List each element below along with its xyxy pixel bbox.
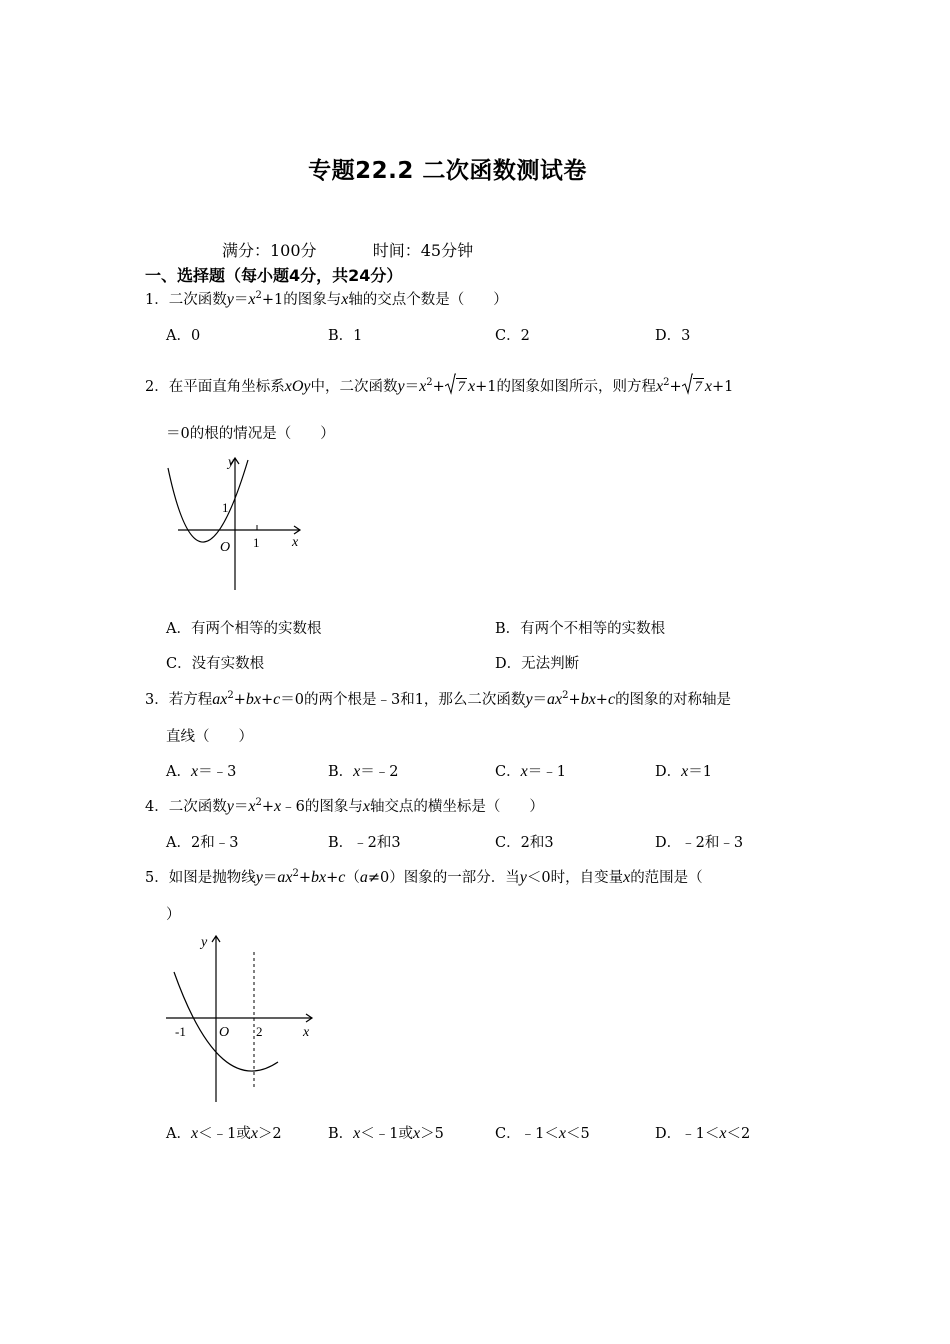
q3-option-b[interactable]: B．x＝﹣2: [328, 763, 399, 780]
q3-option-a[interactable]: A．x＝﹣3: [166, 763, 237, 780]
q2-option-b[interactable]: B．有两个不相等的实数根: [495, 621, 666, 637]
origin-label: O: [220, 540, 231, 555]
q2-option-a[interactable]: A．有两个相等的实数根: [166, 621, 322, 637]
question-number: 1．: [145, 292, 169, 308]
q5-option-b[interactable]: B．x＜﹣1或x＞5: [328, 1125, 444, 1142]
q5-option-a[interactable]: A．x＜﹣1或x＞2: [166, 1125, 282, 1142]
page-title: 专题22.2 二次函数测试卷: [308, 158, 587, 184]
q4-option-a[interactable]: A．2和﹣3: [166, 835, 239, 851]
question-1: 1．二次函数$y=x^2+1$的图象与x轴的交点个数是（ ）: [145, 290, 508, 308]
q1-option-d[interactable]: D．3: [655, 328, 691, 344]
x-axis-label: x: [303, 1025, 310, 1040]
origin-label: O: [219, 1025, 230, 1040]
q1-option-a[interactable]: A．0: [166, 328, 201, 344]
question-2-line-2: ＝0的根的情况是（ ）: [166, 426, 335, 442]
question-number: 5．: [145, 870, 169, 886]
q4-option-b[interactable]: B．﹣2和3: [328, 835, 401, 851]
q5-option-c[interactable]: C．﹣1＜x＜5: [495, 1125, 590, 1142]
question-number: 4．: [145, 799, 169, 815]
sqrt-symbol: 7: [682, 377, 704, 397]
q4-option-d[interactable]: D．﹣2和﹣3: [655, 835, 744, 851]
question-number: 3．: [145, 692, 169, 708]
q1-option-c[interactable]: C．2: [495, 328, 530, 344]
x-axis-label: x: [292, 535, 299, 550]
parabola-curve: [174, 972, 278, 1071]
question-2: 2．在平面直角坐标系xOy中，二次函数$y=x^2+$ 7 x+1的图象如图所示，则方程$x^2+$ 7 x+1: [145, 377, 733, 397]
q2-option-c[interactable]: C．没有实数根: [166, 656, 265, 672]
x-tick-label: 1: [253, 535, 260, 550]
y-intercept-label: 1: [222, 500, 229, 515]
y-axis-label: y: [228, 455, 235, 470]
time-limit: 时间：45分钟: [372, 241, 474, 260]
question-3: 3．若方程$ax^2+bx+c=0$的两个根是﹣3和1，那么二次函数$y=ax^2+bx+c$的图象的对称轴是: [145, 690, 732, 708]
x-tick-2-label: 2: [256, 1024, 263, 1039]
q5-parabola-graph: [160, 926, 325, 1106]
x-intercept-neg1-label: -1: [175, 1024, 186, 1039]
q2-option-d[interactable]: D．无法判断: [495, 656, 580, 672]
y-axis-label: y: [201, 935, 208, 950]
question-5: 5．如图是抛物线$y=ax^2+bx+c(a\ne 0)$图象的一部分．当y＜0时，自变量x的范围是（: [145, 868, 703, 886]
question-4: 4．二次函数$y=x^2+x﹣6$的图象与x轴交点的横坐标是（ ）: [145, 797, 544, 815]
sqrt-symbol: 7: [445, 377, 467, 397]
q3-option-d[interactable]: D．x＝1: [655, 763, 712, 780]
q1-option-b[interactable]: B．1: [328, 328, 363, 344]
full-score: 满分：100分: [222, 241, 317, 260]
exam-info: [222, 238, 473, 261]
q5-option-d[interactable]: D．﹣1＜x＜2: [655, 1125, 751, 1142]
question-5-line-2: ）: [166, 907, 181, 923]
section-heading: 一、选择题（每小题4分，共24分）: [145, 266, 403, 285]
q3-option-c[interactable]: C．x＝﹣1: [495, 763, 566, 780]
q4-option-c[interactable]: C．2和3: [495, 835, 554, 851]
q2-parabola-graph: [160, 450, 310, 595]
question-number: 2．: [145, 379, 169, 395]
question-3-line-2: 直线（ ）: [166, 729, 253, 745]
